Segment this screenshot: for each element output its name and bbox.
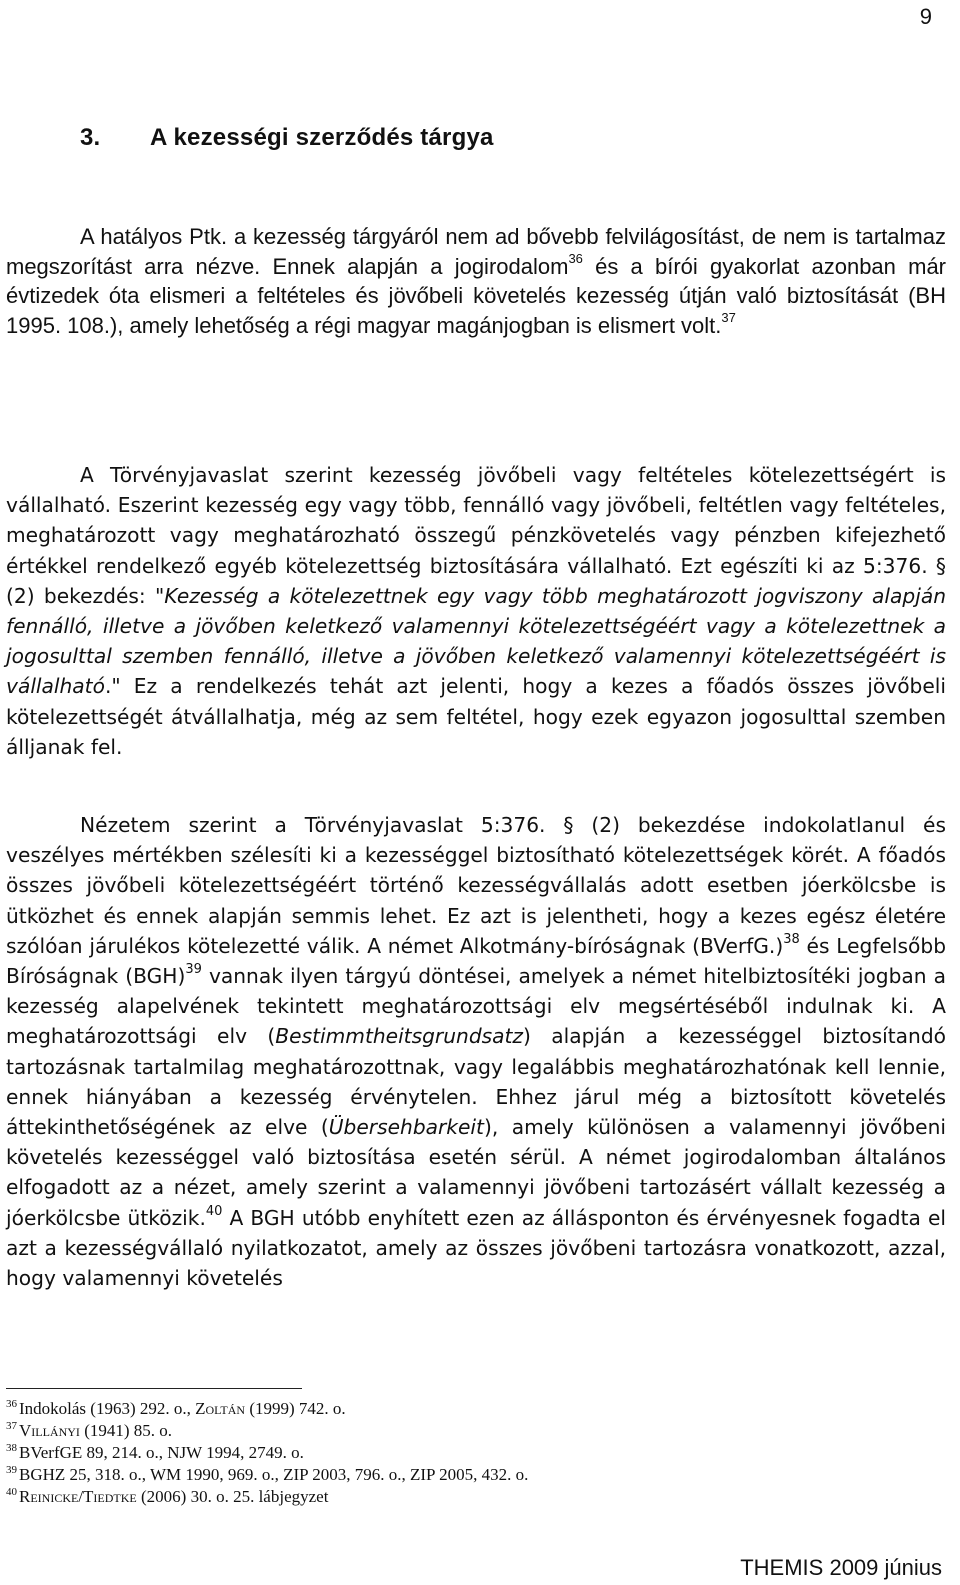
paragraph-1-text-1: A hatályos Ptk. a kezesség tárgyáról nem ad bővebb felvilágosítást, de nem is tartalmaz megszorítást arra nézve. Ennek alapján a jogirodalom [6, 224, 946, 279]
paragraph-3-text-1: Nézetem szerint a Törvényjavaslat 5:376. § (2) bekezdése indokolatlanul és veszélyes mértékben szélesíti ki a kezességgel biztosítható kötelezettségek körét. A főadós összes jövőbeli kötelezettségéért történő kezességvállalás adott esetben jóerkölcsbe is ütközhet és ennek alapján semmis lehet. Ez azt is jelentheti, hogy a kezes egész életére szólóan járulékos kötelezetté válik. A német Alkotmány-bíróságnak (BVerfG.) [6, 813, 946, 958]
section-heading [80, 124, 494, 152]
footnote-author: Villányi [19, 1421, 80, 1440]
paragraph-3 [6, 810, 946, 1293]
footnote-author: Reinicke/Tiedtke [19, 1487, 137, 1506]
footnote-text: BVerfGE 89, 214. o., NJW 1994, 2749. o. [19, 1443, 304, 1462]
term-bestimmtheitsgrundsatz: Bestimmtheitsgrundsatz [275, 1024, 524, 1049]
term-uebersehbarkeit: Übersehbarkeit [328, 1115, 484, 1140]
paragraph-1 [6, 222, 946, 340]
paragraph-2-quote: Kezesség a kötelezettnek egy vagy több meghatározott jogviszony alapján fennálló, illetve a jövőben keletkező valamennyi kötelezettségéért vagy a kötelezettnek a jogosulttal szemben fennálló, illetve a jövőben keletkező valamennyi kötelezettségéért is vállalható [6, 583, 946, 699]
footnote-number: 38 [6, 1442, 17, 1455]
footnote-number: 40 [6, 1486, 17, 1499]
footnote-36 [6, 1398, 528, 1420]
footnote-text: (2006) 30. o. 25. lábjegyzet [136, 1487, 329, 1506]
footnote-separator [6, 1388, 302, 1389]
footnote-text: Indokolás (1963) 292. o., [19, 1399, 196, 1418]
paragraph-3-text-6: A BGH utóbb enyhített ezen az állásponton és érvényesnek fogadta el azt a kezességvállaló nyilatkozatot, amely az összes jövőbeni tartozásra vonatkozott, azzal, hogy valamennyi követelés [6, 1205, 946, 1291]
paragraph-1-text-2: és a bírói gyakorlat azonban már évtizedek óta elismeri a feltételes és jövőbeli követelés kezesség útján való biztosítását (BH 1995. 108.), amely lehetőség a régi magyar magánjogban is elismert volt. [6, 253, 947, 338]
paragraph-3-text-5: ), amely különösen a valamennyi jövőbeni követelés kezességgel való biztosítása esetén sérül. A német jogirodalomban általános elfogadott az a nézet, amely szerint a valamennyi jövőbeni tartozásért vállalt kezesség a jóerkölcsbe ütközik. [6, 1115, 946, 1230]
footnote-text: BGHZ 25, 318. o., WM 1990, 969. o., ZIP 2003, 796. o., ZIP 2005, 432. o. [19, 1465, 529, 1484]
footnotes [6, 1398, 528, 1508]
footnote-ref-37[interactable]: 37 [721, 310, 736, 326]
section-title: A kezességi szerződés tárgya [150, 124, 494, 151]
footnote-text: (1999) 742. o. [245, 1399, 346, 1418]
paragraph-3-text-2: és Legfelsőbb Bíróságnak (BGH) [6, 933, 947, 989]
footnote-number: 36 [6, 1398, 17, 1411]
footnote-ref-40[interactable]: 40 [205, 1203, 223, 1219]
footnote-ref-39[interactable]: 39 [185, 962, 202, 978]
footnote-38 [6, 1442, 528, 1464]
paragraph-2-text-1: A Törvényjavaslat szerint kezesség jövőbeli vagy feltételes kötelezettségért is vállalható. Eszerint kezesség egy vagy több, fennálló vagy jövőbeli, feltétlen vagy feltételes, meghatározott vagy meghatározható összegű pénzkövetelés vagy pénzben kifejezhető értékkel rendelkező egyéb kötelezettség biztosítására vállalható. Ezt egészíti ki az 5:376. § (2) bekezdés: " [6, 463, 946, 608]
footnote-number: 39 [6, 1464, 17, 1477]
footnote-ref-36[interactable]: 36 [568, 251, 583, 267]
journal-footer: THEMIS 2009 június [740, 1555, 942, 1580]
paragraph-2-text-2: ." Ez a rendelkezés tehát azt jelenti, hogy a kezes a főadós összes jövőbeli kötelezettségét átvállalhatja, még az sem feltétel, hogy ezek egyazon jogosulttal szemben álljanak fel. [6, 674, 946, 759]
paragraph-3-text-3: vannak ilyen tárgyú döntései, amelyek a német hitelbiztosítéki jogban a kezesség alapelvének tekintett meghatározottsági elv megsértéséből indulnak ki. A meghatározottsági elv ( [6, 964, 946, 1049]
footnote-39 [6, 1464, 528, 1486]
footnote-ref-38[interactable]: 38 [783, 932, 800, 948]
footnote-number: 37 [6, 1420, 17, 1433]
paragraph-2 [6, 460, 946, 762]
paragraph-3-text-4: ) alapján a kezességgel biztosítandó tartozásnak tartalmilag meghatározottnak, vagy legalábbis meghatározhatónak kell lennie, ennek hiányában a kezesség érvénytelen. Ehhez járul még a biztosított követelés áttekinthetőségének az elve ( [6, 1024, 946, 1140]
footnote-author: Zoltán [195, 1399, 246, 1418]
section-number: 3. [80, 124, 101, 151]
footnote-37 [6, 1420, 528, 1442]
page-number: 9 [919, 4, 932, 29]
footnote-text: (1941) 85. o. [79, 1421, 173, 1440]
footnote-40 [6, 1486, 528, 1508]
